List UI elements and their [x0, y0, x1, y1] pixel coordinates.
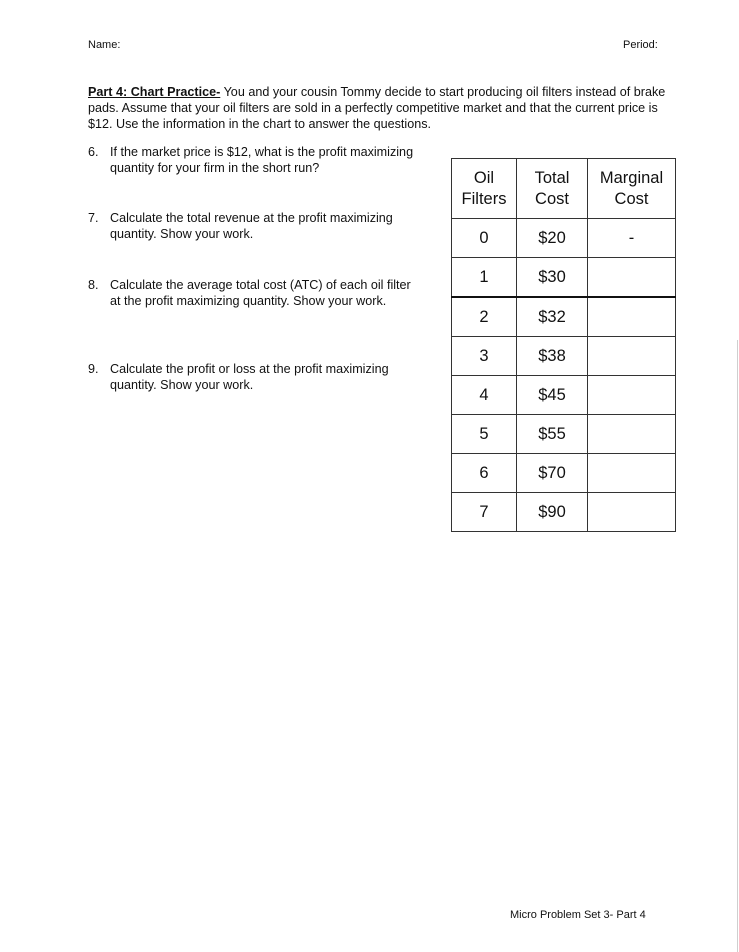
total-cost-cell: $32: [517, 297, 588, 337]
table-row: [452, 454, 676, 493]
header-line: Filters: [461, 189, 507, 208]
total-cost-cell: $45: [517, 376, 588, 415]
marginal-cost-cell[interactable]: -: [588, 219, 676, 258]
total-cost-cell: $20: [517, 219, 588, 258]
question-6: [88, 144, 418, 176]
question-number: 8.: [88, 278, 99, 292]
total-cost-cell: $30: [517, 258, 588, 298]
cost-table: [451, 158, 676, 532]
question-text: Calculate the average total cost (ATC) of each oil filter at the profit maximizing quantity. Show your work.: [110, 278, 411, 308]
header-line: Total: [534, 168, 570, 187]
question-7: [88, 210, 418, 242]
marginal-cost-cell[interactable]: [588, 258, 676, 298]
question-text: Calculate the total revenue at the profit maximizing quantity. Show your work.: [110, 211, 393, 241]
filters-cell: 6: [452, 454, 517, 493]
question-8: [88, 277, 418, 309]
page-edge-divider: [737, 340, 738, 952]
filters-cell: 2: [452, 297, 517, 337]
intro-heading: Part 4: Chart Practice-: [88, 85, 221, 99]
filters-cell: 5: [452, 415, 517, 454]
total-cost-cell: $70: [517, 454, 588, 493]
table-header-row: [452, 159, 676, 219]
question-number: 7.: [88, 211, 99, 225]
marginal-cost-cell[interactable]: [588, 337, 676, 376]
footer-label: Micro Problem Set 3- Part 4: [510, 909, 646, 921]
total-cost-cell: $90: [517, 493, 588, 532]
question-number: 6.: [88, 145, 99, 159]
filters-cell: 3: [452, 337, 517, 376]
question-number: 9.: [88, 362, 99, 376]
intro-paragraph: [88, 84, 678, 132]
table-row: [452, 219, 676, 258]
table-row: [452, 297, 676, 337]
filters-cell: 4: [452, 376, 517, 415]
marginal-cost-cell[interactable]: [588, 493, 676, 532]
header-line: Oil: [473, 168, 495, 187]
filters-cell: 0: [452, 219, 517, 258]
marginal-cost-cell[interactable]: [588, 415, 676, 454]
table-row: [452, 258, 676, 298]
header-marginal-cost: [588, 159, 676, 219]
filters-cell: 7: [452, 493, 517, 532]
header-oil-filters: [452, 159, 517, 219]
period-label: Period:: [623, 39, 658, 51]
table-row: [452, 337, 676, 376]
intro-text: You and your cousin Tommy decide to start producing oil filters instead of brake pads. Assume that your oil filters are sold in a perfectly competitive market and that the current price is $12. Use the information in the chart to answer the questions.: [88, 85, 666, 131]
header-line: Cost: [535, 189, 569, 208]
question-text: Calculate the profit or loss at the profit maximizing quantity. Show your work.: [110, 362, 389, 392]
marginal-cost-cell[interactable]: [588, 297, 676, 337]
question-text: If the market price is $12, what is the profit maximizing quantity for your firm in the short run?: [110, 145, 414, 175]
marginal-cost-cell[interactable]: [588, 376, 676, 415]
table-row: [452, 376, 676, 415]
question-9: [88, 361, 418, 393]
table-row: [452, 493, 676, 532]
total-cost-cell: $55: [517, 415, 588, 454]
total-cost-cell: $38: [517, 337, 588, 376]
header-line: Marginal: [599, 168, 664, 187]
table-row: [452, 415, 676, 454]
header-line: Cost: [614, 189, 649, 208]
filters-cell: 1: [452, 258, 517, 298]
marginal-cost-cell[interactable]: [588, 454, 676, 493]
header-total-cost: [517, 159, 588, 219]
name-label: Name:: [88, 39, 121, 51]
